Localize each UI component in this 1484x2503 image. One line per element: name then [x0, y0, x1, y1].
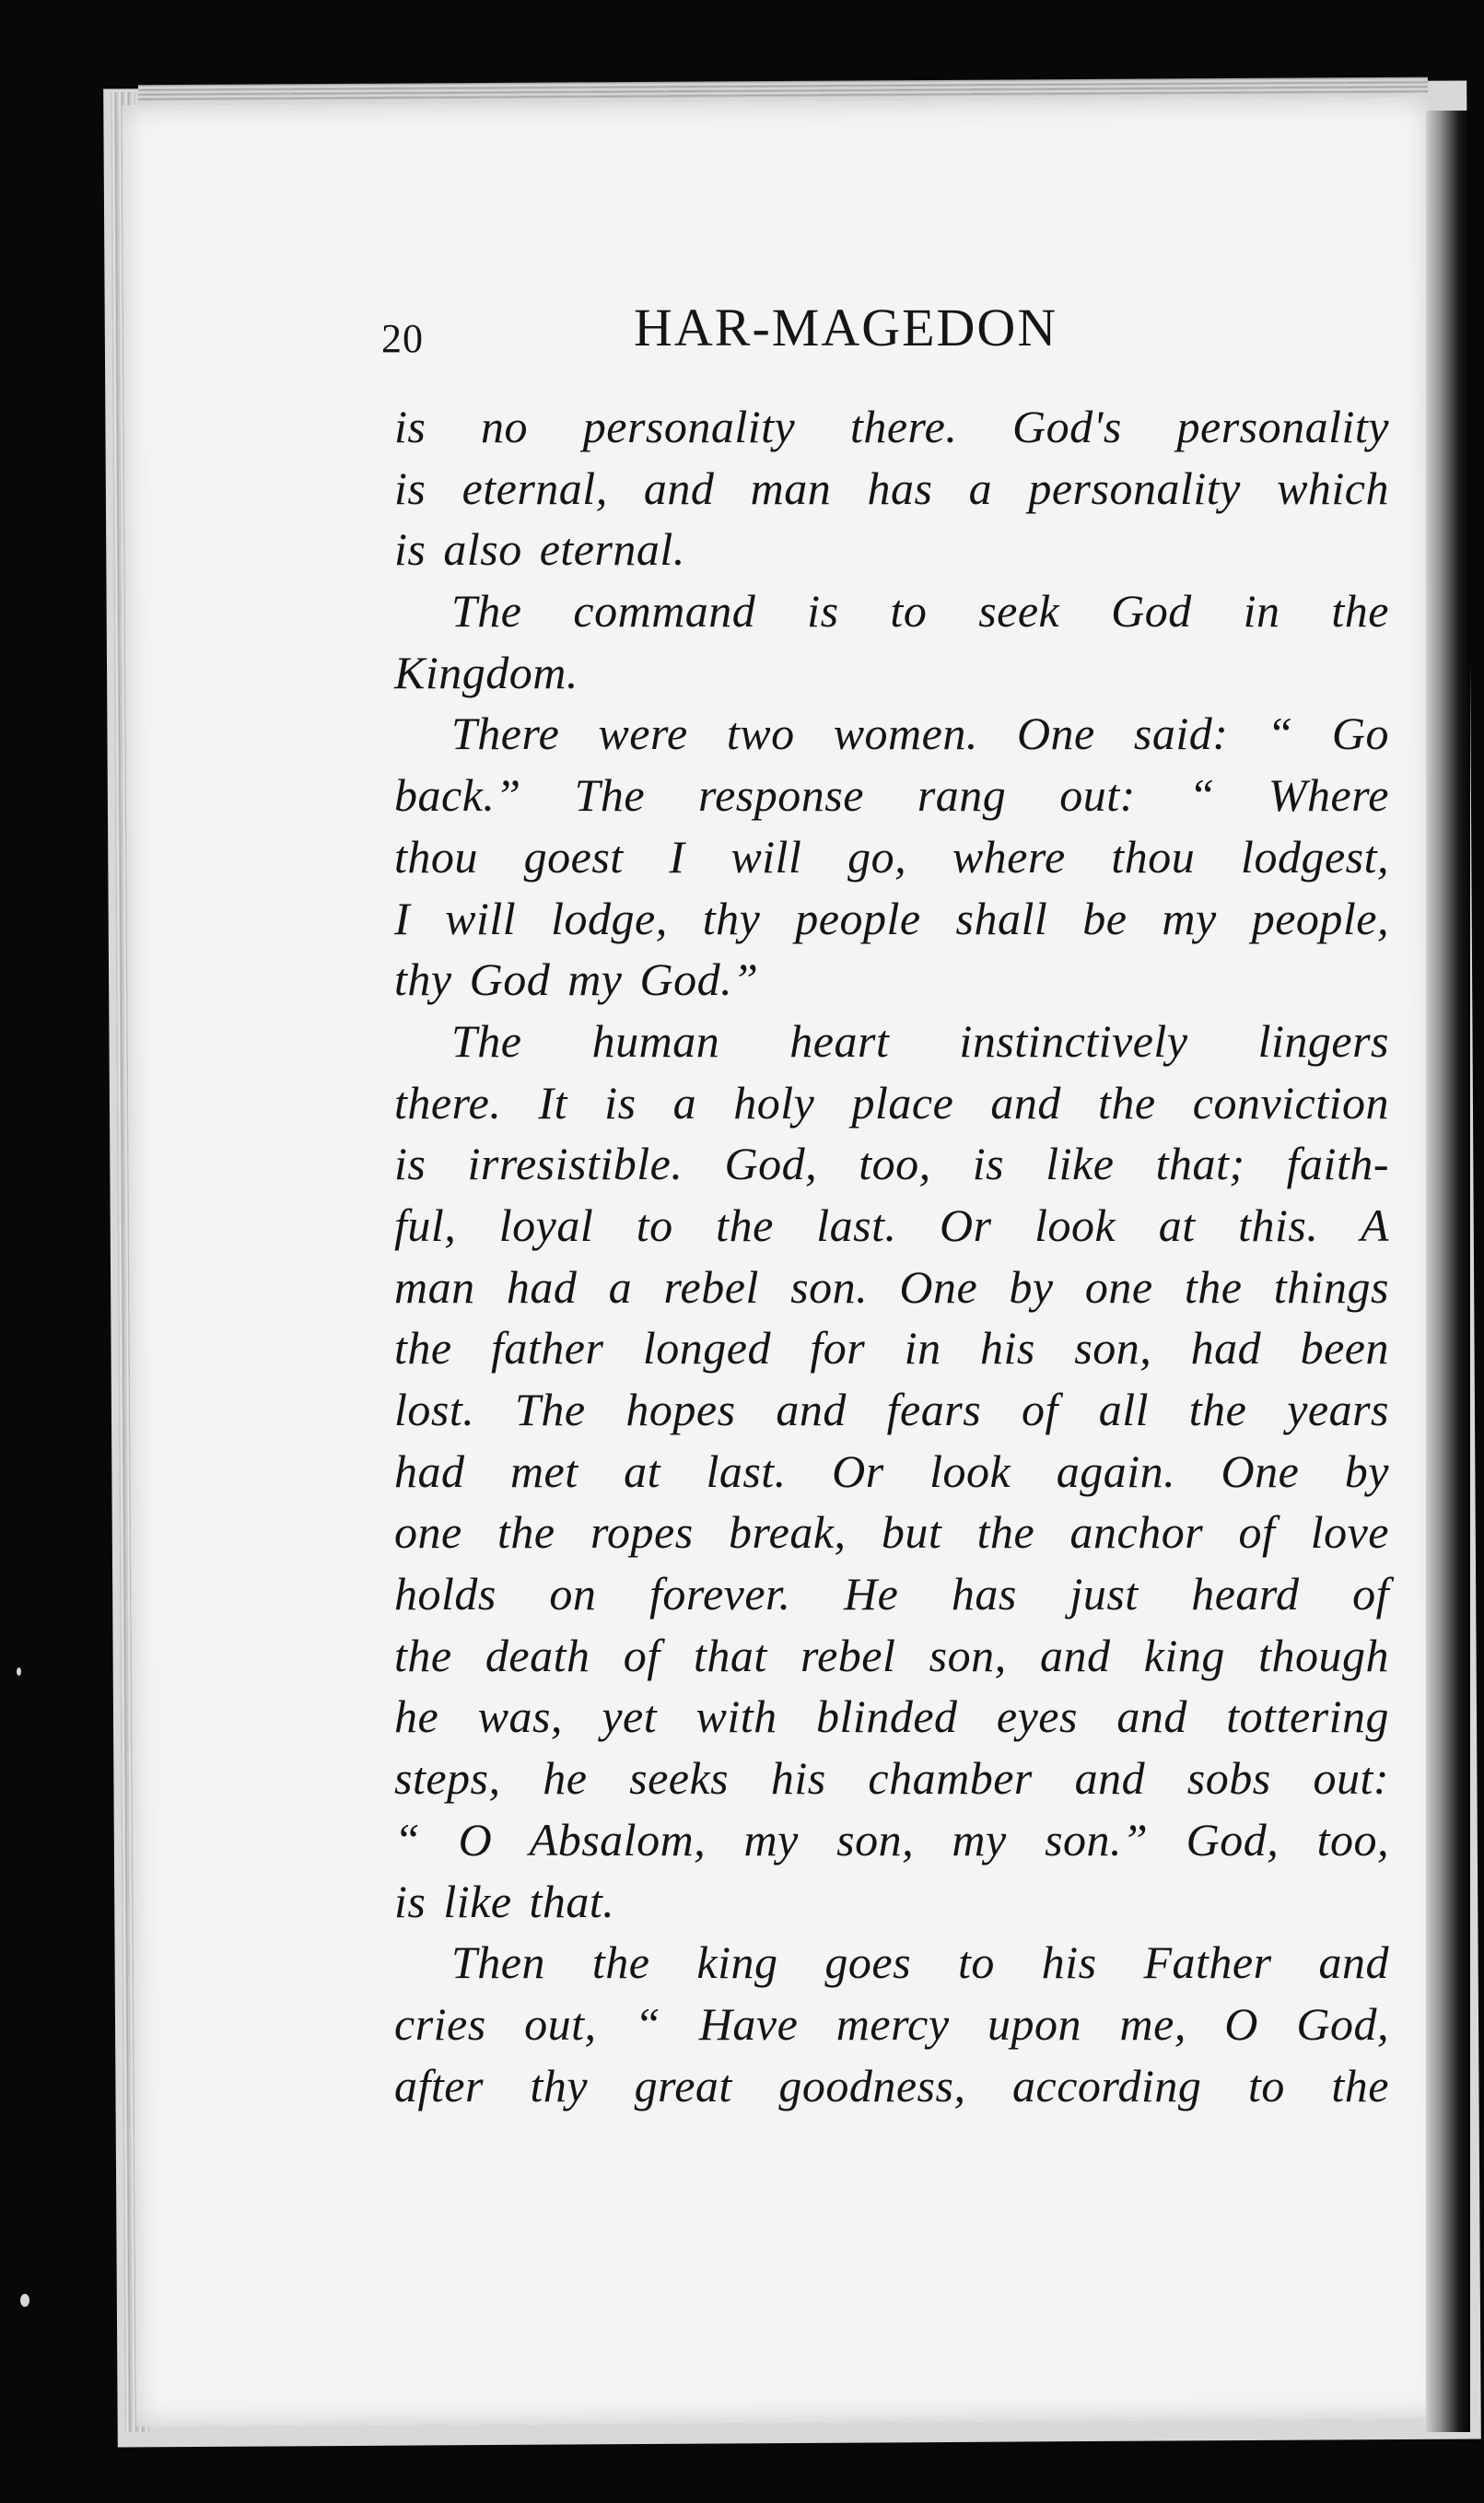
text-line: “ O Absalom, my son, my son.” God, too, [394, 1813, 1389, 1866]
text-line: steps, he seeks his chamber and sobs out: [394, 1752, 1389, 1805]
running-head: HAR-MAGEDON [634, 298, 1058, 357]
text-line: there. It is a holy place and the conviction [394, 1076, 1389, 1129]
text-line: is also eternal. [394, 523, 685, 576]
text-line: thy God my God.” [394, 953, 759, 1006]
text-line: The human heart instinctively lingers [451, 1014, 1389, 1067]
text-line: had met at last. Or look again. One by [394, 1444, 1389, 1497]
text-line: The command is to seek God in the [451, 585, 1389, 637]
text-line: is irresistible. God, too, is like that; faith- [394, 1138, 1389, 1190]
text-line: lost. The hopes and fears of all the years [394, 1384, 1389, 1435]
text-line: I will lodge, thy people shall be my people, [394, 892, 1389, 944]
text-line: he was, yet with blinded eyes and tottering [394, 1690, 1389, 1743]
text-line: Then the king goes to his Father and [451, 1936, 1389, 1989]
text-line: is no personality there. God's personality [394, 401, 1389, 452]
text-line: holds on forever. He has just heard of [394, 1568, 1389, 1620]
page-number: 20 [381, 316, 424, 361]
scan-speck [17, 1667, 21, 1676]
text-line: after thy great goodness, according to the [394, 2059, 1389, 2111]
body-text [394, 396, 1389, 2116]
text-line: There were two women. One said: “ Go [451, 708, 1389, 760]
text-line: cries out, “ Have mercy upon me, O God, [394, 1997, 1389, 2050]
text-line: back.” The response rang out: “ Where [394, 769, 1389, 822]
text-line: is like that. [394, 1875, 615, 1927]
text-line: thou goest I will go, where thou lodgest, [394, 830, 1389, 883]
scan-speck [20, 2294, 29, 2307]
page-edge-right [1426, 111, 1470, 2432]
text-line: man had a rebel son. One by one the things [394, 1260, 1389, 1313]
text-line: one the ropes break, but the anchor of love [394, 1506, 1389, 1559]
text-line: Kingdom. [394, 646, 578, 698]
text-line: the death of that rebel son, and king though [394, 1629, 1389, 1681]
text-line: is eternal, and man has a personality which [394, 462, 1389, 514]
text-line: the father longed for in his son, had been [394, 1322, 1389, 1374]
text-line: ful, loyal to the last. Or look at this. A [394, 1199, 1389, 1251]
